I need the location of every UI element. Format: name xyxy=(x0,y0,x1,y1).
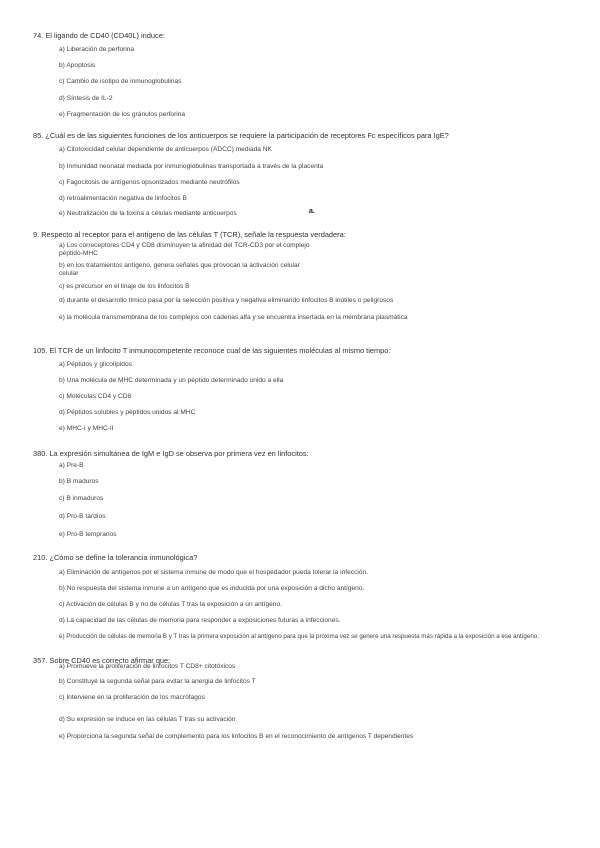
option-a: a) Promueve la proliferación de linfocitos T CD8+ citotóxicos xyxy=(59,663,236,670)
option-a: a) Eliminación de antígenos por el sistema inmune de modo que el hospedador pueda tolerar la infección. xyxy=(59,569,368,576)
option-c: c) Interviene en la proliferación de los macrófagos xyxy=(59,694,205,701)
option-c: c) Fagocitosis de antígenos opsonizados mediante neutrófilos xyxy=(59,179,240,186)
option-c: c) B inmaduros xyxy=(59,495,104,502)
option-a-continuation: péptido-MHC xyxy=(59,250,98,257)
question-title: 9. Respecto al receptor para el antígeno de las células T (TCR), señale la respuesta verdadera: xyxy=(33,230,346,239)
option-b: b) Una molécula de MHC determinada y un péptido determinado unido a ella xyxy=(59,377,284,384)
option-d: d) La capacidad de las células de memoria para responder a exposiciones futuras a infecciones. xyxy=(59,617,341,624)
option-d: d) Síntesis de IL-2 xyxy=(59,95,113,102)
question-title: 85. ¿Cuál es de las siguientes funciones de los anticuerpos se requiere la participación de receptores Fc específicos para IgE? xyxy=(33,131,449,140)
option-b-continuation: celular xyxy=(59,270,79,277)
option-e: e) Fragmentación de los gránulos perforina xyxy=(59,111,186,118)
option-a: a) Los correceptores CD4 y CD8 disminuyen la afinidad del TCR-CD3 por el complejo xyxy=(59,242,310,249)
option-e: e) Producción de células de memoria B y T tras la primera exposición al antígeno para que la próxima vez se genere una respuesta más rápida a la exposición a ese antígeno. xyxy=(59,633,539,640)
option-e: e) la molécula transmembrana de los complejos con cadenas alfa y se encuentra insertada en la membrana plasmática xyxy=(59,314,408,321)
option-b: b) Constituye la segunda señal para evitar la anergia de linfocitos T xyxy=(59,678,256,685)
question-title: 105. El TCR de un linfocito T inmunocompetente reconoce cual de las siguientes moléculas al mismo tiempo: xyxy=(33,346,391,355)
option-c: c) Moléculas CD4 y CD8 xyxy=(59,393,132,400)
option-c: c) Cambio de isotipo de inmunoglobulinas xyxy=(59,78,182,85)
option-c: c) Activación de células B y no de células T tras la exposición a un antígeno. xyxy=(59,601,282,608)
option-e: e) Proporciona la segunda señal de complemento para los linfocitos B en el reconocimiento de antígenos T dependientes xyxy=(59,733,414,740)
option-d: d) Su expresión se induce en las células T tras su activación xyxy=(59,716,236,723)
option-d: d) Péptidos solubles y péptidos unidos al MHC xyxy=(59,409,196,416)
option-a: a) Pre-B xyxy=(59,462,84,469)
option-e: e) MHC-I y MHC-II xyxy=(59,425,114,432)
option-d: d) retroalimentación negativa de linfocitos B xyxy=(59,195,187,202)
option-a: a) Citotoxicidad celular dependiente de anticuerpos (ADCC) mediada NK xyxy=(59,146,272,153)
option-e: e) Pro-B tempranos xyxy=(59,531,117,538)
question-title: 74. El ligando de CD40 (CD40L) induce: xyxy=(33,31,165,40)
question-title: 210. ¿Cómo se define la tolerancia inmunológica? xyxy=(33,553,198,562)
option-c: c) es precursor en el linaje de los linfocitos B xyxy=(59,283,190,290)
option-d: d) durante el desarrollo tímico pasa por la selección positiva y negativa eliminando linfocitos B inútiles o peligrosos xyxy=(59,297,394,304)
option-b: b) en los tratamientos antígeno, genera señales que provocan la activación celular xyxy=(59,262,300,269)
option-a: a) Péptidos y glicolípidos xyxy=(59,361,132,368)
option-b: b) Inmunidad neonatal mediada por inmunoglobulinas transportada a través de la placenta xyxy=(59,163,324,170)
option-b: b) B maduros xyxy=(59,478,99,485)
answer-mark: a. xyxy=(309,208,315,215)
option-e: e) Neutralización de la toxina a células mediante anticuerpos xyxy=(59,210,237,217)
question-title: 357. Sobre CD40 es correcto afirmar que: xyxy=(33,656,171,665)
option-a: a) Liberación de perforina xyxy=(59,46,135,53)
option-d: d) Pro-B tardíos xyxy=(59,513,106,520)
option-b: b) No respuesta del sistema inmune a un antígeno que es inducida por una exposición a dicho antígeno. xyxy=(59,585,365,592)
question-title: 380. La expresión simultánea de IgM e IgD se observa por primera vez en linfocitos: xyxy=(33,449,309,458)
option-b: b) Apoptosis xyxy=(59,62,96,69)
